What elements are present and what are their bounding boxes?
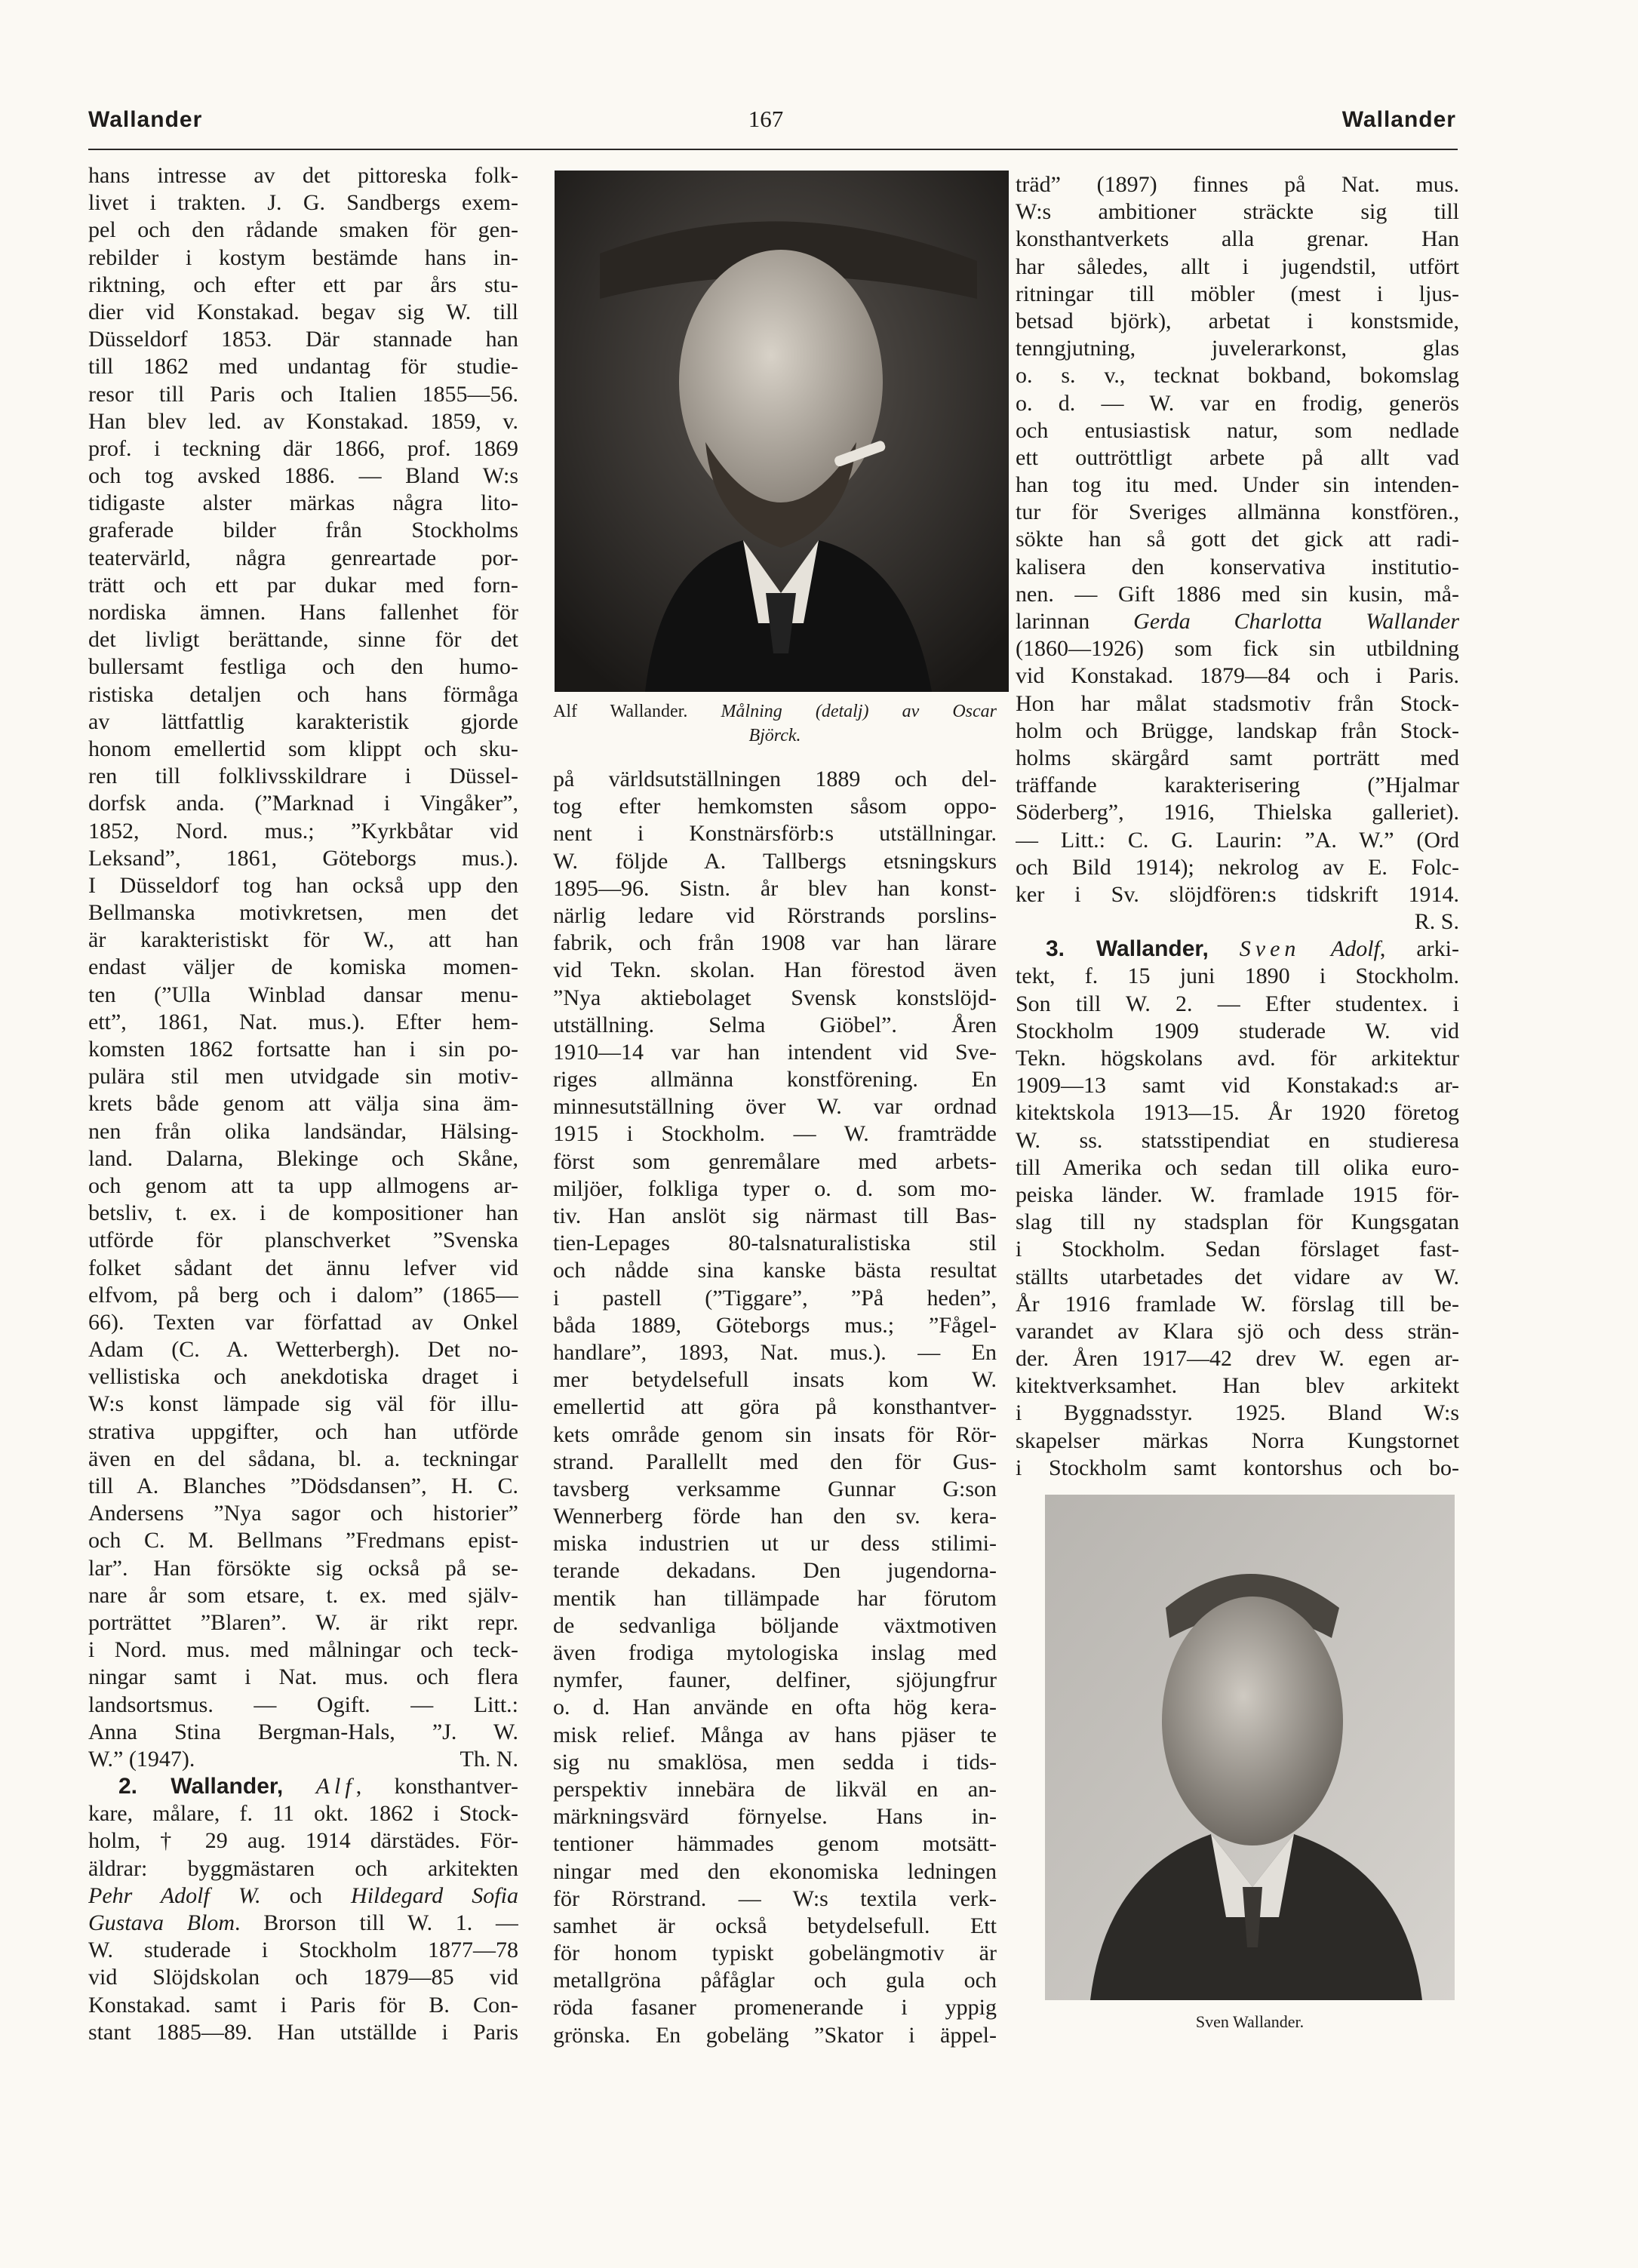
text-line: holm och Brügge, landskap från Stock- [1016, 718, 1459, 743]
text-line: och genom att ta upp allmogens ar- [88, 1172, 518, 1198]
text-line: minnesutställning över W. var ordnad [553, 1094, 997, 1120]
text-line: W. ss. statsstipendiat en studieresa [1016, 1127, 1459, 1153]
text-line: Konstakad. samt i Paris för B. Con- [88, 1992, 518, 2018]
text-line: miljöer, folkliga typer o. d. som mo- [553, 1175, 997, 1201]
text-line: betsad björk), arbetat i konstsmide, [1016, 308, 1459, 333]
text-line: o. d. — W. var en frodig, generös [1016, 390, 1459, 416]
text-line: är karakteristiskt för W., att han [88, 927, 518, 953]
text-line: träffande karakterisering (”Hjalmar [1016, 773, 1459, 798]
italic-text: Hildegard Sofia [351, 1882, 518, 1908]
text-line: 1909—13 samt vid Konstakad:s ar- [1016, 1073, 1459, 1099]
text-line: Wennerberg förde han den sv. kera- [553, 1504, 997, 1529]
text-line: Söderberg”, 1916, Thielska galleriet). [1016, 800, 1459, 825]
text-line: emellertid att göra på konsthantver- [553, 1394, 997, 1420]
text-line: W. studerade i Stockholm 1877—78 [88, 1938, 518, 1963]
text-line [88, 1746, 518, 1773]
running-head-left: Wallander [88, 107, 203, 132]
text-line: varandet av Klara sjö och dess strän- [1016, 1318, 1459, 1344]
text-line: till Amerika och sedan till olika euro- [1016, 1154, 1459, 1180]
text-line: — Litt.: C. G. Laurin: ”A. W.” (Ord [1016, 827, 1459, 853]
caption-source-cont: Björck. [748, 726, 801, 745]
text-line: kets område genom sin insats för Rör- [553, 1421, 997, 1447]
text-line: prof. i teckning där 1866, prof. 1869 [88, 435, 518, 461]
text-line: År 1916 framlade W. förslag till be- [1016, 1291, 1459, 1317]
text-line: Tekn. högskolans avd. för arkitektur [1016, 1046, 1459, 1071]
text-column-2 [553, 766, 997, 2049]
text-line: det livligt berättande, sinne för det [88, 627, 518, 653]
text-line: miska industrien ut ur dess stilimi- [553, 1531, 997, 1557]
text-line: och tog avsked 1886. — Bland W:s [88, 463, 518, 489]
text-line: pulära stil men utvidgade sin motiv- [88, 1064, 518, 1089]
header-rule [88, 149, 1458, 150]
text-line: handlare”, 1893, Nat. mus.). — En [553, 1339, 997, 1365]
text-line: stant 1885—89. Han utställde i Paris [88, 2019, 518, 2045]
text-line: grönska. En gobeläng ”Skator i äppel- [553, 2022, 997, 2048]
text-line: folket sådant det ännu lefver vid [88, 1255, 518, 1280]
figure-caption-2: Sven Wallander. [1195, 2012, 1305, 2031]
text-line: 1910—14 var han intendent vid Sve- [553, 1039, 997, 1065]
text-line: i Byggnadsstyr. 1925. Bland W:s [1016, 1400, 1459, 1426]
text-line: dorfsk anda. (”Marknad i Vingåker”, [88, 791, 518, 816]
text-line: landsortsmus. — Ogift. — Litt.: [88, 1692, 518, 1717]
text-line: hans intresse av det pittoreska folk- [88, 163, 518, 188]
text-line: krets både genom att välja sina äm- [88, 1091, 518, 1117]
text-line: sig nu smaklösa, men sedda i tids- [553, 1749, 997, 1775]
text-line: även frodiga mytologiska inslag med [553, 1640, 997, 1665]
text-line: 66). Texten var författad av Onkel [88, 1309, 518, 1335]
portrait-sven-wallander [1045, 1495, 1455, 2000]
text-line: o. s. v., tecknat bokband, bokomslag [1016, 363, 1459, 389]
text-line: 1852, Nord. mus.; ”Kyrkbåtar vid [88, 818, 518, 844]
text-run: , konsthantver- [355, 1774, 518, 1799]
text-line: holm, † 29 aug. 1914 därstädes. För- [88, 1828, 518, 1854]
text-line: mentik han tillämpade har förutom [553, 1585, 997, 1611]
text-line: utförde för planschverket ”Svenska [88, 1228, 518, 1253]
text-line: graferade bilder från Stockholms [88, 518, 518, 543]
text-line: Düsseldorf 1853. Där stannade han [88, 327, 518, 352]
caption-source: Målning (detalj) av Oscar [721, 702, 997, 721]
text-line: resor till Paris och Italien 1855—56. [88, 381, 518, 407]
text-line: Adam (C. A. Wetterbergh). Det no- [88, 1337, 518, 1363]
text-column-1 [88, 162, 518, 2046]
text-line: ningar samt i Nat. mus. och flera [88, 1664, 518, 1690]
text-line: tekt, f. 15 juni 1890 i Stockholm. [1016, 963, 1459, 989]
page-number: 167 [748, 106, 784, 132]
text-line: tenngjutning, juvelerarkonst, glas [1016, 336, 1459, 361]
text-line: teatervärld, några genreartade por- [88, 545, 518, 570]
text-line: röda fasaner promenerande i yppig [553, 1995, 997, 2021]
text-line: vid Konstakad. 1879—84 och i Paris. [1016, 663, 1459, 689]
running-head-right: Wallander [1341, 107, 1456, 132]
italic-text: Alf [315, 1774, 356, 1799]
text-line: skapelser märkas Norra Kungstornet [1016, 1427, 1459, 1453]
text-line: de sedvanliga böljande växtmotiven [553, 1612, 997, 1638]
text-line: av lättfattlig karakteristik gjorde [88, 708, 518, 734]
text-line: märkningsvärd förnyelse. Hans in- [553, 1804, 997, 1830]
italic-text: Gerda Charlotta Wallander [1133, 609, 1459, 634]
text-line: o. d. Han använde en ofta hög kera- [553, 1695, 997, 1720]
author-signature: R. S. [1414, 909, 1459, 935]
author-signature: Th. N. [459, 1746, 518, 1772]
text-line: kare, målare, f. 11 okt. 1862 i Stock- [88, 1801, 518, 1827]
text-line: utställning. Selma Giöbel”. Åren [553, 1012, 997, 1037]
text-line [88, 1882, 518, 1910]
text-line: tavsberg verksamme Gunnar G:son [553, 1476, 997, 1501]
text-line-text: W.” (1947). [88, 1746, 195, 1772]
text-line [88, 1910, 518, 1937]
text-line: W. följde A. Tallbergs etsningskurs [553, 848, 997, 874]
text-run [283, 1774, 315, 1799]
text-line: och C. M. Bellmans ”Fredmans epist- [88, 1528, 518, 1553]
text-line: honom emellertid som klippt och sku- [88, 736, 518, 761]
text-line: endast väljer de komiska momen- [88, 954, 518, 980]
text-line: metallgröna påfåglar och gula och [553, 1968, 997, 1993]
text-line: ningar med den ekonomiska ledningen [553, 1858, 997, 1884]
text-line: nen från olika landsändar, Hälsing- [88, 1118, 518, 1144]
text-line: sökte han så gott det gick att radi- [1016, 527, 1459, 552]
italic-text: Gustava Blom [88, 1910, 235, 1935]
text-line: samhet är också betydelsefull. Ett [553, 1913, 997, 1938]
text-line: tidigaste alster märkas några lito- [88, 490, 518, 516]
entry-heading-line [88, 1773, 518, 1800]
text-line: närlig ledare vid Rörstrands porslins- [553, 902, 997, 928]
text-line: der. Åren 1917—42 drev W. egen ar- [1016, 1346, 1459, 1372]
text-line: rebilder i kostym bestämde hans in- [88, 244, 518, 270]
entry-name: 2. Wallander, [118, 1774, 284, 1799]
text-line: Bellmanska motivkretsen, men det [88, 900, 518, 926]
text-line: 1915 i Stockholm. — W. framträdde [553, 1121, 997, 1147]
text-line: Hon har målat stadsmotiv från Stock- [1016, 690, 1459, 716]
text-line: strativa uppgifter, och han utförde [88, 1418, 518, 1444]
text-line: land. Dalarna, Blekinge och Skåne, [88, 1145, 518, 1171]
caption-name: Alf Wallander. [553, 702, 688, 721]
text-line: till A. Blanches ”Dödsdansen”, H. C. [88, 1474, 518, 1498]
text-line: i Stockholm samt kontorshus och bo- [1016, 1455, 1459, 1480]
text-line: vellistiska och anekdotiska draget i [88, 1364, 518, 1390]
text-line: (1860—1926) som fick sin utbildning [1016, 636, 1459, 662]
text-line: bullersamt festliga och den humo- [88, 654, 518, 680]
text-line: livet i trakten. J. G. Sandbergs exem- [88, 190, 518, 216]
text-line: pel och den rådande smaken för gen- [88, 217, 518, 243]
text-line: komsten 1862 fortsatte han i sin po- [88, 1037, 518, 1062]
text-line: ren till folklivsskildrare i Düssel- [88, 764, 518, 789]
text-line: och entusiastisk natur, som nedlade [1016, 417, 1459, 443]
text-line: Stockholm 1909 studerade W. vid [1016, 1018, 1459, 1043]
text-line: för Rörstrand. — W:s textila verk- [553, 1885, 997, 1911]
text-line: tur för Sveriges allmänna konstfören., [1016, 499, 1459, 525]
text-line: nymfer, fauner, delfiner, sjöjungfrur [553, 1667, 997, 1693]
text-line: vid Slöjdskolan och 1879—85 vid [88, 1965, 518, 1990]
text-line: träd” (1897) finnes på Nat. mus. [1016, 172, 1459, 197]
text-line: Andersens ”Nya sagor och historier” [88, 1501, 518, 1526]
italic-text: Adolf [1300, 936, 1380, 962]
text-line: strand. Parallellt med den för Gus- [553, 1449, 997, 1474]
text-line: först som genremålare med arbets- [553, 1148, 997, 1174]
text-line: tien-Lepages 80-talsnaturalistiska stil [553, 1231, 997, 1256]
text-line: till 1862 med undantag för studie- [88, 354, 518, 380]
text-line: och Bild 1914); nekrolog av E. Folc- [1016, 854, 1459, 880]
text-line: för honom typiskt gobelängmotiv är [553, 1941, 997, 1966]
text-line: i pastell (”Tiggare”, ”På heden”, [553, 1285, 997, 1311]
text-line: elfvom, på berg och i dalom” (1865— [88, 1282, 518, 1308]
text-line: tiv. Han anslöt sig närmast till Bas- [553, 1203, 997, 1228]
text-line: nen. — Gift 1886 med sin kusin, må- [1016, 581, 1459, 607]
text-line: kitektskola 1913—15. År 1920 företog [1016, 1100, 1459, 1126]
text-line: nare år som etsare, t. ex. med själv- [88, 1582, 518, 1608]
italic-text: Sven [1239, 936, 1301, 962]
text-run: , arki- [1379, 936, 1459, 962]
text-line: betsliv, t. ex. i de kompositioner han [88, 1200, 518, 1226]
text-line: porträttet ”Blaren”. W. är rikt repr. [88, 1609, 518, 1635]
text-line: ten (”Ulla Winblad dansar menu- [88, 982, 518, 1007]
text-line: riktning, och efter ett par års stu- [88, 272, 518, 297]
text-column-3 [1016, 171, 1459, 1482]
text-line: terande dekadans. Den jugendorna- [553, 1558, 997, 1584]
text-line: Son till W. 2. — Efter studentex. i [1016, 991, 1459, 1016]
text-line: slag till ny stadsplan för Kungsgatan [1016, 1209, 1459, 1235]
text-line: riges allmänna konstförening. En [553, 1067, 997, 1093]
text-line: dier vid Konstakad. begav sig W. till [88, 299, 518, 324]
text-run: larinnan [1016, 609, 1134, 634]
text-line: mer betydelsefull insats kom W. [553, 1367, 997, 1393]
text-line: i Stockholm. Sedan förslaget fast- [1016, 1237, 1459, 1262]
text-line: äldrar: byggmästaren och arkitekten [88, 1855, 518, 1881]
text-line: kitektverksamhet. Han blev arkitekt [1016, 1373, 1459, 1399]
text-line: Han blev led. av Konstakad. 1859, v. [88, 408, 518, 434]
text-line: ställts utarbetades det vidare av W. [1016, 1264, 1459, 1289]
text-line: tentioner hämmades genom motsätt- [553, 1831, 997, 1857]
text-line: ”Nya aktiebolaget Svensk konstslöjd- [553, 985, 997, 1010]
text-line: på världsutställningen 1889 och del- [553, 767, 997, 791]
text-line: han tog itu med. Under sin intenden- [1016, 472, 1459, 498]
text-line: holms skärgård samt porträtt med [1016, 745, 1459, 770]
text-line: W:s konst lämpade sig väl för illu- [88, 1391, 518, 1417]
text-line: peiska länder. W. framlade 1915 för- [1016, 1182, 1459, 1207]
text-line: nent i Konstnärsförb:s utställningar. [553, 821, 997, 847]
text-line: ritningar till möbler (mest i ljus- [1016, 281, 1459, 306]
text-line: tog efter hemkomsten såsom oppo- [553, 794, 997, 819]
text-line: 1895—96. Sistn. år blev han konst- [553, 875, 997, 901]
text-line: även en del sådana, bl. a. teckningar [88, 1446, 518, 1471]
text-line: W:s ambitioner sträckte sig till [1016, 199, 1459, 225]
text-run: och [260, 1882, 352, 1908]
text-line: misk relief. Många av hans pjäser te [553, 1722, 997, 1747]
text-line [1016, 608, 1459, 635]
text-line: vid Tekn. skolan. Han förestod även [553, 957, 997, 983]
text-line: trätt och ett par dukar med forn- [88, 572, 518, 598]
entry-name: 3. Wallander, [1046, 936, 1209, 962]
text-line: I Düsseldorf tog han också upp den [88, 872, 518, 898]
text-line: kalisera den konservativa institutio- [1016, 554, 1459, 579]
text-line: ett”, 1861, Nat. mus.). Efter hem- [88, 1009, 518, 1034]
text-line: ristiska detaljen och hans förmåga [88, 681, 518, 707]
portrait-alf-wallander [555, 171, 1009, 692]
text-line: fabrik, och från 1908 var han lärare [553, 930, 997, 956]
text-line: Anna Stina Bergman-Hals, ”J. W. [88, 1719, 518, 1744]
text-line: perspektiv innebära de likväl en an- [553, 1776, 997, 1802]
text-line: båda 1889, Göteborgs mus.; ”Fågel- [553, 1312, 997, 1338]
text-run [1209, 936, 1240, 961]
text-line: konsthantverkets alla grenar. Han [1016, 226, 1459, 252]
text-run: . Brorson till W. 1. — [235, 1910, 518, 1935]
text-line: och nådde sina kanske bästa resultat [553, 1258, 997, 1283]
text-line: i Nord. mus. med målningar och teck- [88, 1637, 518, 1663]
text-line: ett outtröttligt arbete på allt vad [1016, 444, 1459, 470]
entry-heading-line [1016, 936, 1459, 963]
text-line: nordiska ämnen. Hans fallenhet för [88, 600, 518, 625]
text-line: lar”. Han försökte sig också på se- [88, 1555, 518, 1581]
figure-caption-1 [553, 699, 997, 748]
text-line: ker i Sv. slöjdfören:s tidskrift 1914. [1016, 881, 1459, 907]
italic-text: Pehr Adolf W. [88, 1882, 261, 1908]
text-line: har således, allt i jugendstil, utfört [1016, 254, 1459, 279]
text-line: Leksand”, 1861, Göteborgs mus.). [88, 845, 518, 871]
